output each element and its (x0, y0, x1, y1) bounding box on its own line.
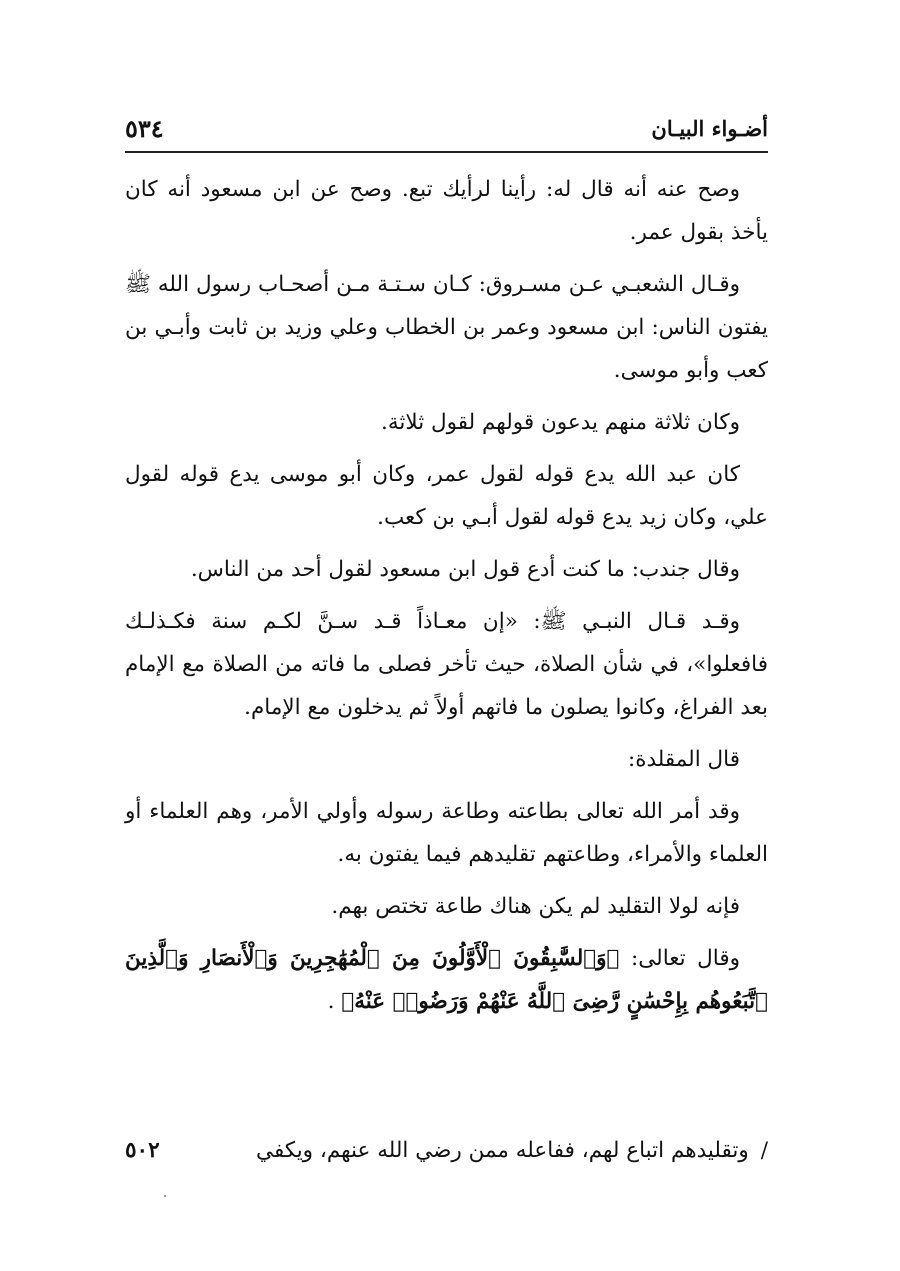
paragraph-3: وكان ثلاثة منهم يدعون قولهم لقول ثلاثة. (381, 410, 740, 435)
book-title: أضـواء البيـان (651, 116, 768, 141)
quran-verse: ﴿وَٱلسَّٰبِقُونَ ٱلْأَوَّلُونَ مِنَ ٱلْمُهَٰجِرِينَ وَٱلْأَنصَارِ وَٱلَّذِينَ ٱتَّبَعُوهُم بِإِحْسَٰنٍ رَّضِىَ ٱللَّهُ عَنْهُمْ وَرَضُوا۟ عَنْهُ﴾ (125, 946, 768, 1014)
paragraph-7-heading: قال المقلدة: (627, 747, 740, 772)
scan-speck (164, 1195, 166, 1197)
paragraph-1: وصح عنه أنه قال له: رأينا لرأيك تبع. وصح عن ابن مسعود أنه كان يأخذ بقول عمر. (125, 177, 768, 245)
header-divider (125, 151, 768, 153)
page-header (125, 108, 768, 148)
paragraph-5: وقال جندب: ما كنت أدع قول ابن مسعود لقول أحد من الناس. (190, 557, 740, 582)
quran-tail: . (327, 989, 335, 1014)
continuation-sentence: وتقليدهم اتباع لهم، ففاعله ممن رضي الله عنهم، ويكفي (256, 1138, 749, 1163)
page-break-slash: / (760, 1138, 768, 1163)
paragraph-4: كان عبد الله يدع قوله لقول عمر، وكان أبو موسى يدع قوله لقول علي، وكان زيد يدع قوله لقول أبـي بن كعب. (125, 462, 768, 530)
paragraph-9: فإنه لولا التقليد لم يكن هناك طاعة تختص بهم. (331, 894, 740, 919)
last-line (125, 1134, 768, 1178)
margin-page-number: ٥٠٢ (125, 1138, 160, 1163)
paragraph-8: وقد أمر الله تعالى بطاعته وطاعة رسوله وأولي الأمر، وهم العلماء أو العلماء والأمراء، وطاعتهم تقليدهم فيما يفتون به. (125, 799, 768, 867)
quran-paragraph (125, 937, 768, 1023)
quran-lead: وقال تعالى: (631, 946, 740, 971)
continuation-text (256, 1138, 768, 1163)
page-number: ٥٣٤ (125, 114, 164, 143)
paragraph-6: وقـد قـال النبـي ﷺ: «إن معـاذاً قـد سـنَّ لكـم سنة فكـذلـك فافعلوا»، في شأن الصلاة، حيث تأخر فصلى ما فاته من الصلاة مع الإمام بعد الفراغ، وكانوا يصلون ما فاتهم أولاً ثم يدخلون مع الإمام. (125, 609, 768, 720)
paragraph-2: وقـال الشعبـي عـن مسـروق: كـان سـتـة مـن أصحـاب رسول الله ﷺ يفتون الناس: ابن مسعود وعمر بن الخطاب وعلي وزيد بن ثابت وأبـي بن كعب وأبو موسى. (125, 272, 768, 383)
page-body (125, 168, 768, 1029)
